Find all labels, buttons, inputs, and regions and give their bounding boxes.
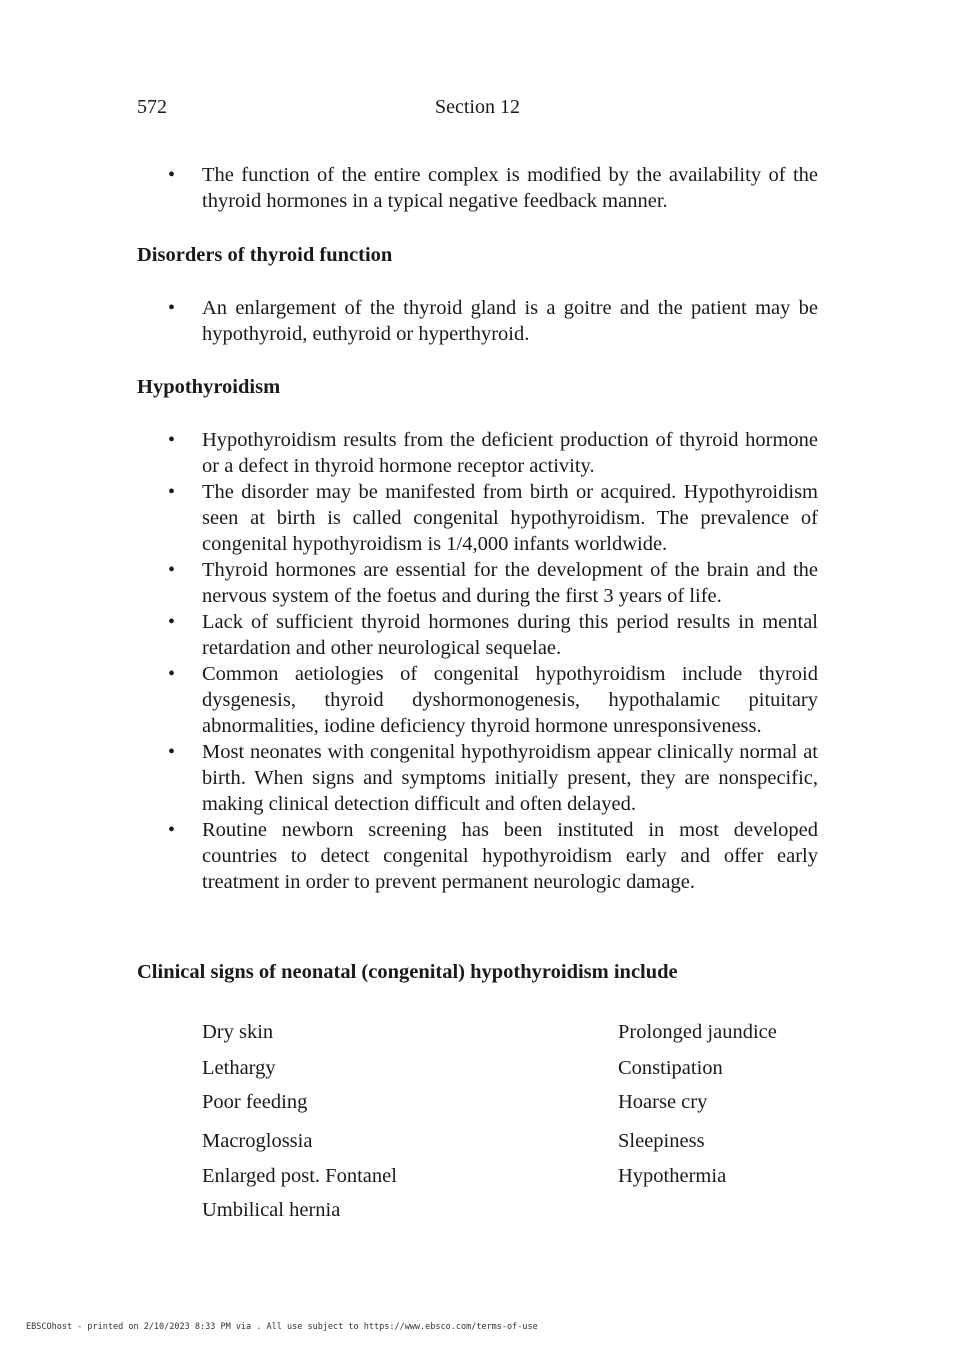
- disorders-bullets: [137, 295, 818, 347]
- list-item: • Hypothyroidism results from the deficient production of thyroid hormone or a defect in thyroid hormone receptor activity.: [137, 427, 818, 479]
- print-footer: EBSCOhost - printed on 2/10/2023 8:33 PM via . All use subject to https://www.ebsco.com/terms-of-use: [26, 1322, 538, 1332]
- list-item: • The disorder may be manifested from birth or acquired. Hypothyroidism seen at birth is called congenital hypothyroidism. The prevalence of congenital hypothyroidism is 1/4,000 infants worldwide.: [137, 479, 818, 557]
- heading-hypothyroidism: Hypothyroidism: [137, 376, 281, 398]
- sign-right: Sleepiness: [618, 1130, 705, 1152]
- list-item: • Thyroid hormones are essential for the development of the brain and the nervous system of the foetus and during the first 3 years of life.: [137, 557, 818, 609]
- list-item: • Lack of sufficient thyroid hormones during this period results in mental retardation and other neurological sequelae.: [137, 609, 818, 661]
- list-item: • An enlargement of the thyroid gland is a goitre and the patient may be hypothyroid, euthyroid or hyperthyroid.: [137, 295, 818, 347]
- sign-right: Hypothermia: [618, 1165, 727, 1187]
- sign-left: Poor feeding: [202, 1091, 308, 1113]
- heading-disorders: Disorders of thyroid function: [137, 244, 393, 266]
- sign-right: Prolonged jaundice: [618, 1021, 777, 1043]
- section-title: Section 12: [435, 96, 520, 118]
- intro-bullets: [137, 162, 818, 214]
- heading-clinical-signs: Clinical signs of neonatal (congenital) hypothyroidism include: [137, 961, 678, 983]
- sign-right: Hoarse cry: [618, 1091, 708, 1113]
- sign-left: Macroglossia: [202, 1130, 313, 1152]
- list-item: • Routine newborn screening has been instituted in most developed countries to detect congenital hypothyroidism early and offer early treatment in order to prevent permanent neurologic damage.: [137, 817, 818, 895]
- sign-left: Lethargy: [202, 1057, 276, 1079]
- sign-right: Constipation: [618, 1057, 723, 1079]
- page-header: [0, 96, 955, 122]
- sign-left: Umbilical hernia: [202, 1199, 341, 1221]
- page-number: 572: [137, 96, 167, 118]
- list-item: • Common aetiologies of congenital hypothyroidism include thyroid dysgenesis, thyroid dyshormonogenesis, hypothalamic pituitary abnormalities, iodine deficiency thyroid hormone unresponsiveness.: [137, 661, 818, 739]
- sign-left: Dry skin: [202, 1021, 274, 1043]
- list-item: • Most neonates with congenital hypothyroidism appear clinically normal at birth. When signs and symptoms initially present, they are nonspecific, making clinical detection difficult and often delayed.: [137, 739, 818, 817]
- hypothyroidism-bullets: [137, 427, 818, 895]
- list-item: • The function of the entire complex is modified by the availability of the thyroid hormones in a typical negative feedback manner.: [137, 162, 818, 214]
- sign-left: Enlarged post. Fontanel: [202, 1165, 397, 1187]
